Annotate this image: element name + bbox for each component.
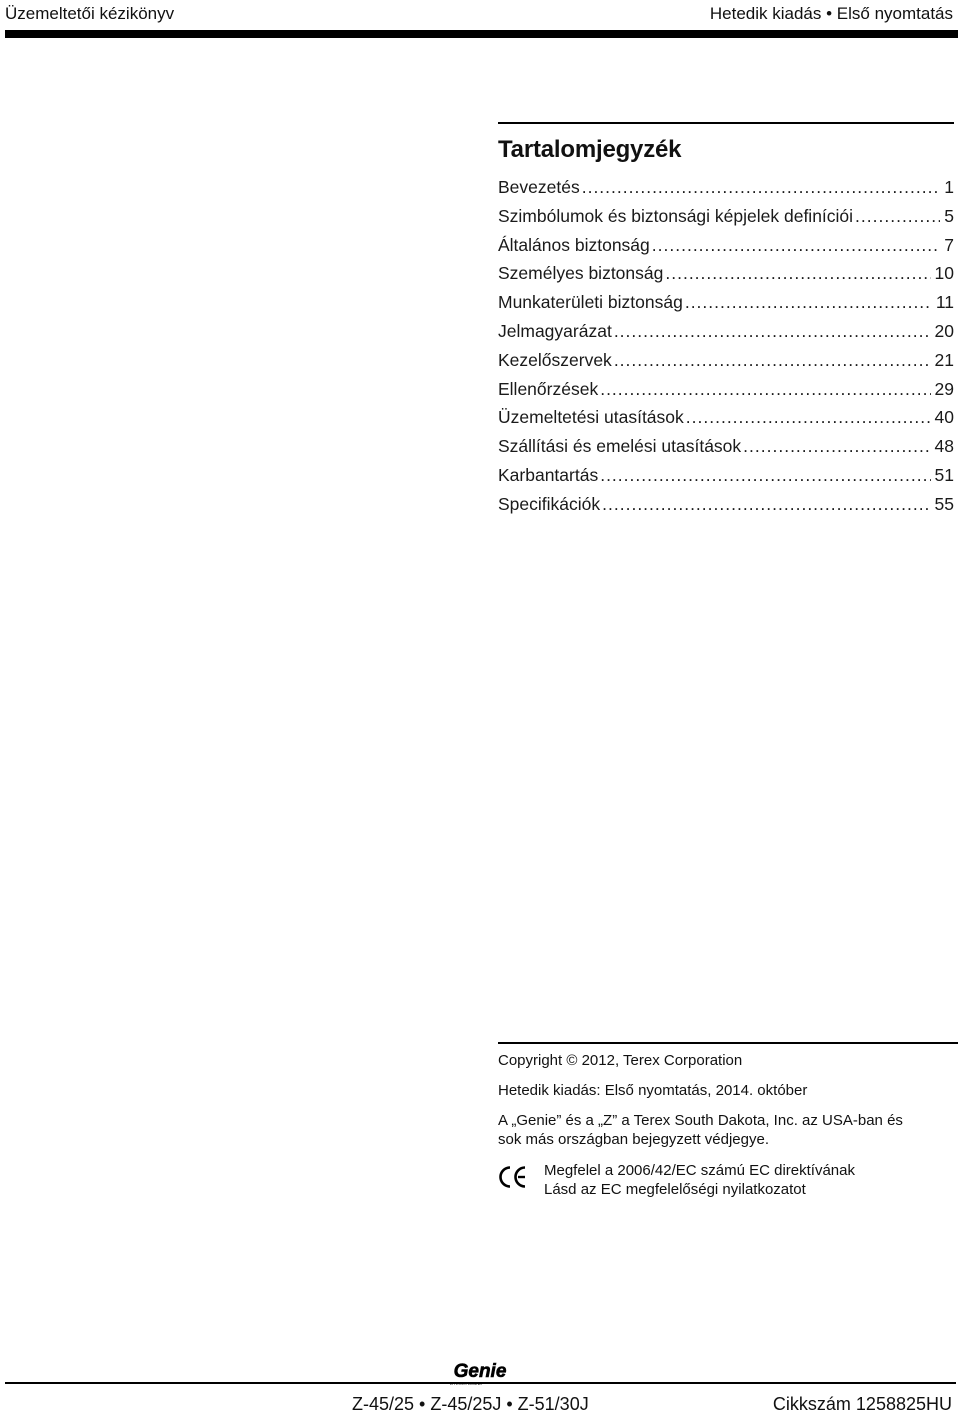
toc-leader [743,436,930,457]
toc-item-label: Üzemeltetési utasítások [498,407,684,428]
toc-item-label: Specifikációk [498,493,601,514]
toc-leader [600,465,930,486]
footer-rule [5,1382,956,1384]
model-list: Z-45/25 • Z-45/25J • Z-51/30J [352,1394,589,1414]
toc-item-page: 55 [934,493,954,514]
toc-item-label: Karbantartás [498,464,599,485]
copyright-block [498,1042,958,1199]
toc-item-label: Bevezetés [498,177,580,197]
toc-item[interactable] [498,321,954,350]
toc-item[interactable] [498,379,954,408]
ce-text [544,1161,855,1199]
toc-item[interactable] [498,494,954,523]
toc-item-label: Ellenőrzések [498,378,599,399]
toc-item-page: 1 [944,177,954,197]
ce-declaration: Lásd az EC megfelelőségi nyilatkozatot [544,1181,806,1198]
toc-item-page: 11 [935,292,954,313]
toc-item[interactable] [498,177,954,206]
toc-item-page: 20 [934,320,954,341]
toc-item-label: Általános biztonság [498,234,650,255]
toc-item-page: 7 [944,234,954,255]
toc-rule [498,122,954,124]
toc-item-label: Szállítási és emelési utasítások [498,436,742,457]
toc-item-page: 51 [934,464,954,485]
toc-item-label: Kezelőszervek [498,349,612,370]
toc-item[interactable] [498,206,954,235]
edition-label: Hetedik kiadás • Első nyomtatás [709,4,953,23]
toc-item-page: 10 [934,263,954,284]
toc-leader [614,350,931,371]
edition-date: Hetedik kiadás: Első nyomtatás, 2014. október [498,1082,808,1099]
toc-item-label: Személyes biztonság [498,263,664,284]
toc-leader [600,379,930,400]
toc-item[interactable] [498,350,954,379]
toc-leader [652,235,940,256]
toc-item-label: Szimbólumok és biztonsági képjelek definíciói [498,205,854,226]
toc-leader [614,321,931,342]
copyright-line: Copyright © 2012, Terex Corporation [498,1052,743,1069]
toc-item-label: Munkaterületi biztonság [498,292,683,313]
toc-leader [582,177,941,198]
toc-item-label: Jelmagyarázat [498,320,612,341]
toc-item[interactable] [498,263,954,292]
table-of-contents [498,122,954,523]
copyright-rule [498,1042,958,1044]
toc-leader [665,263,930,284]
toc-item[interactable] [498,235,954,264]
manual-title: Üzemeltetői kézikönyv [5,4,175,23]
ce-mark-icon [498,1164,528,1190]
page-header [0,0,960,42]
toc-item-page: 21 [934,349,954,370]
toc-item-page: 29 [934,378,954,399]
ce-conformity [498,1161,958,1199]
toc-item-page: 5 [944,205,954,226]
toc-item[interactable] [498,465,954,494]
toc-item[interactable] [498,292,954,321]
toc-leader [602,494,930,515]
ce-directive: Megfelel a 2006/42/EC számú EC direktívának [544,1162,855,1179]
toc-leader [685,292,932,313]
logo-wordmark: Genie [453,1361,507,1382]
toc-leader [855,206,940,227]
trademark-line: A „Genie” és a „Z” a Terex South Dakota, Inc. az USA-ban és [498,1112,903,1129]
toc-item-page: 40 [934,407,954,428]
toc-item[interactable] [498,407,954,436]
toc-title: Tartalomjegyzék [498,136,682,163]
header-rule [5,30,958,38]
toc-list [498,177,954,523]
part-number: Cikkszám 1258825HU [772,1394,952,1414]
toc-leader [686,407,931,428]
toc-item-page: 48 [934,436,954,457]
toc-item[interactable] [498,436,954,465]
trademark-line-cont: sok más országban bejegyzett védjegye. [498,1131,769,1148]
